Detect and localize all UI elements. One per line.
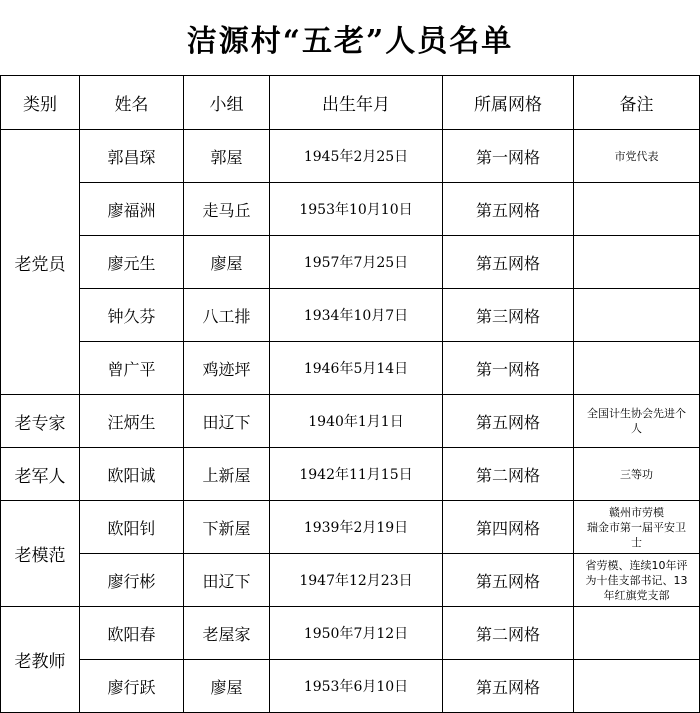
note-cell — [574, 395, 700, 448]
name-cell: 廖行彬 — [80, 554, 184, 607]
grid-cell: 第五网格 — [443, 554, 574, 607]
table-row — [1, 236, 700, 289]
name-cell: 钟久芬 — [80, 289, 184, 342]
category-cell: 老专家 — [1, 395, 80, 448]
grid-cell: 第五网格 — [443, 660, 574, 713]
note-line: 人 — [631, 422, 642, 435]
note-cell — [574, 448, 700, 501]
grid-cell: 第一网格 — [443, 342, 574, 395]
group-cell: 鸡迹坪 — [184, 342, 270, 395]
table-row — [1, 448, 700, 501]
grid-cell: 第二网格 — [443, 607, 574, 660]
table-row — [1, 554, 700, 607]
note-cell — [574, 607, 700, 660]
group-cell: 走马丘 — [184, 183, 270, 236]
name-cell: 廖福洲 — [80, 183, 184, 236]
note-cell — [574, 342, 700, 395]
table-row — [1, 289, 700, 342]
header-note: 备注 — [574, 76, 700, 130]
note-cell — [574, 183, 700, 236]
category-cell: 老军人 — [1, 448, 80, 501]
birth-date-cell: 1957年7月25日 — [270, 236, 443, 289]
header-birth: 出生年月 — [270, 76, 443, 130]
table-row — [1, 501, 700, 554]
group-cell: 老屋家 — [184, 607, 270, 660]
note-cell — [574, 289, 700, 342]
header-row — [1, 76, 700, 130]
note-cell — [574, 501, 700, 554]
category-cell: 老党员 — [1, 130, 80, 395]
table-row — [1, 395, 700, 448]
header-grid: 所属网格 — [443, 76, 574, 130]
note-line: 年红旗党支部 — [603, 588, 670, 602]
group-cell: 田辽下 — [184, 395, 270, 448]
grid-cell: 第一网格 — [443, 130, 574, 183]
group-cell: 廖屋 — [184, 236, 270, 289]
note-cell — [574, 660, 700, 713]
note-line: 瑞金市第一届平安卫 — [587, 520, 686, 534]
birth-date-cell: 1947年12月23日 — [270, 554, 443, 607]
name-cell: 廖行跃 — [80, 660, 184, 713]
grid-cell: 第五网格 — [443, 395, 574, 448]
group-cell: 下新屋 — [184, 501, 270, 554]
grid-cell: 第四网格 — [443, 501, 574, 554]
grid-cell: 第五网格 — [443, 236, 574, 289]
group-cell: 郭屋 — [184, 130, 270, 183]
note-cell — [574, 130, 700, 183]
birth-date-cell: 1946年5月14日 — [270, 342, 443, 395]
note-line: 市党代表 — [614, 149, 659, 163]
name-cell: 郭昌琛 — [80, 130, 184, 183]
roster-body — [1, 130, 700, 713]
table-row — [1, 342, 700, 395]
grid-cell: 第二网格 — [443, 448, 574, 501]
birth-date-cell: 1942年11月15日 — [270, 448, 443, 501]
roster-table — [0, 75, 700, 713]
group-cell: 八工排 — [184, 289, 270, 342]
birth-date-cell: 1939年2月19日 — [270, 501, 443, 554]
note-line: 省劳模、连续10年评 — [585, 558, 688, 572]
note-line: 全国计生协会先进个 — [587, 407, 686, 420]
name-cell: 曾广平 — [80, 342, 184, 395]
birth-date-cell: 1953年6月10日 — [270, 660, 443, 713]
name-cell: 廖元生 — [80, 236, 184, 289]
group-cell: 廖屋 — [184, 660, 270, 713]
note-line: 赣州市劳模 — [609, 505, 664, 519]
category-cell: 老模范 — [1, 501, 80, 607]
group-cell: 上新屋 — [184, 448, 270, 501]
table-row — [1, 660, 700, 713]
header-group: 小组 — [184, 76, 270, 130]
birth-date-cell: 1945年2月25日 — [270, 130, 443, 183]
note-line: 三等功 — [620, 467, 653, 481]
header-name: 姓名 — [80, 76, 184, 130]
name-cell: 欧阳诚 — [80, 448, 184, 501]
category-cell: 老教师 — [1, 607, 80, 713]
name-cell: 欧阳钊 — [80, 501, 184, 554]
birth-date-cell: 1953年10月10日 — [270, 183, 443, 236]
grid-cell: 第三网格 — [443, 289, 574, 342]
table-row — [1, 607, 700, 660]
header-category: 类别 — [1, 76, 80, 130]
table-row — [1, 183, 700, 236]
note-line: 士 — [631, 535, 642, 549]
birth-date-cell: 1950年7月12日 — [270, 607, 443, 660]
note-line: 为十佳支部书记、13 — [585, 573, 688, 587]
note-cell — [574, 554, 700, 607]
birth-date-cell: 1934年10月7日 — [270, 289, 443, 342]
name-cell: 汪炳生 — [80, 395, 184, 448]
page-title: 洁源村“五老”人员名单 — [186, 23, 514, 59]
birth-date-cell: 1940年1月1日 — [270, 395, 443, 448]
group-cell: 田辽下 — [184, 554, 270, 607]
name-cell: 欧阳春 — [80, 607, 184, 660]
grid-cell: 第五网格 — [443, 183, 574, 236]
note-cell — [574, 236, 700, 289]
table-row — [1, 130, 700, 183]
